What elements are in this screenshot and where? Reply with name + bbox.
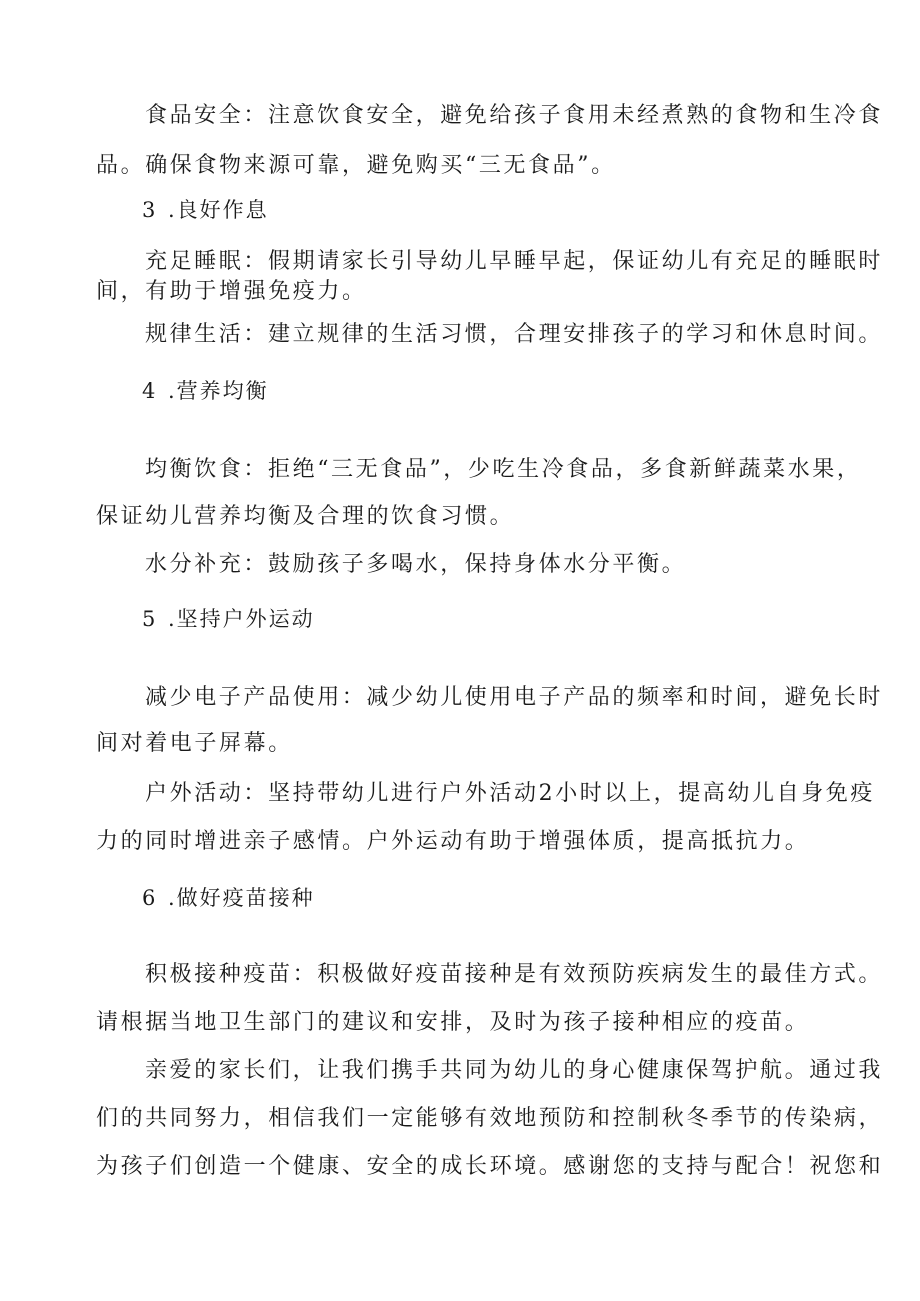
paragraph-line: 间对着电子屏幕。 [96,731,293,756]
heading-vaccination [142,883,315,913]
paragraph-line: 均衡饮食：拒绝“三无食品”，少吃生冷食品，多食新鲜蔬菜水果， [145,457,862,482]
paragraph-line: 亲爱的家长们，让我们携手共同为幼儿的身心健康保驾护航。通过我 [145,1058,884,1083]
heading-outdoor-exercise [142,604,315,634]
paragraph-line: 们的共同努力，相信我们一定能够有效地预防和控制秋冬季节的传染病， [96,1106,884,1131]
heading-text: .营养均衡 [168,379,269,403]
paragraph-line: 积极接种疫苗：积极做好疫苗接种是有效预防疾病发生的最佳方式。 [145,962,884,987]
paragraph-line: 力的同时增进亲子感情。户外运动有助于增强体质，提高抵抗力。 [96,829,810,854]
paragraph-line: 食品安全：注意饮食安全，避免给孩子食用未经煮熟的食物和生冷食 [145,103,884,128]
paragraph-line: 户外活动：坚持带幼儿进行户外活动2小时以上，提高幼儿自身免疫 [145,781,875,806]
heading-number: 4 [142,379,158,403]
heading-text: .良好作息 [168,198,269,222]
paragraph-line: 保证幼儿营养均衡及合理的饮食习惯。 [96,504,515,529]
paragraph-line: 品。确保食物来源可靠，避免购买“三无食品”。 [96,153,616,178]
paragraph-line: 间，有助于增强免疫力。 [96,279,367,304]
paragraph-line: 减少电子产品使用：减少幼儿使用电子产品的频率和时间，避免长时 [145,685,884,710]
heading-text: .坚持户外运动 [168,607,315,631]
heading-balanced-nutrition [142,376,269,406]
heading-good-routine [142,195,269,225]
paragraph-line: 请根据当地卫生部门的建议和安排，及时为孩子接种相应的疫苗。 [96,1010,810,1035]
heading-number: 3 [142,198,158,222]
heading-number: 5 [142,607,158,631]
paragraph-line: 规律生活：建立规律的生活习惯，合理安排孩子的学习和休息时间。 [145,322,884,347]
paragraph-line: 为孩子们创造一个健康、安全的成长环境。感谢您的支持与配合！祝您和 [96,1154,884,1179]
paragraph-line: 充足睡眠：假期请家长引导幼儿早睡早起，保证幼儿有充足的睡眠时 [145,249,884,274]
paragraph-line: 水分补充：鼓励孩子多喝水，保持身体水分平衡。 [145,552,687,577]
heading-number: 6 [142,886,158,910]
heading-text: .做好疫苗接种 [168,886,315,910]
